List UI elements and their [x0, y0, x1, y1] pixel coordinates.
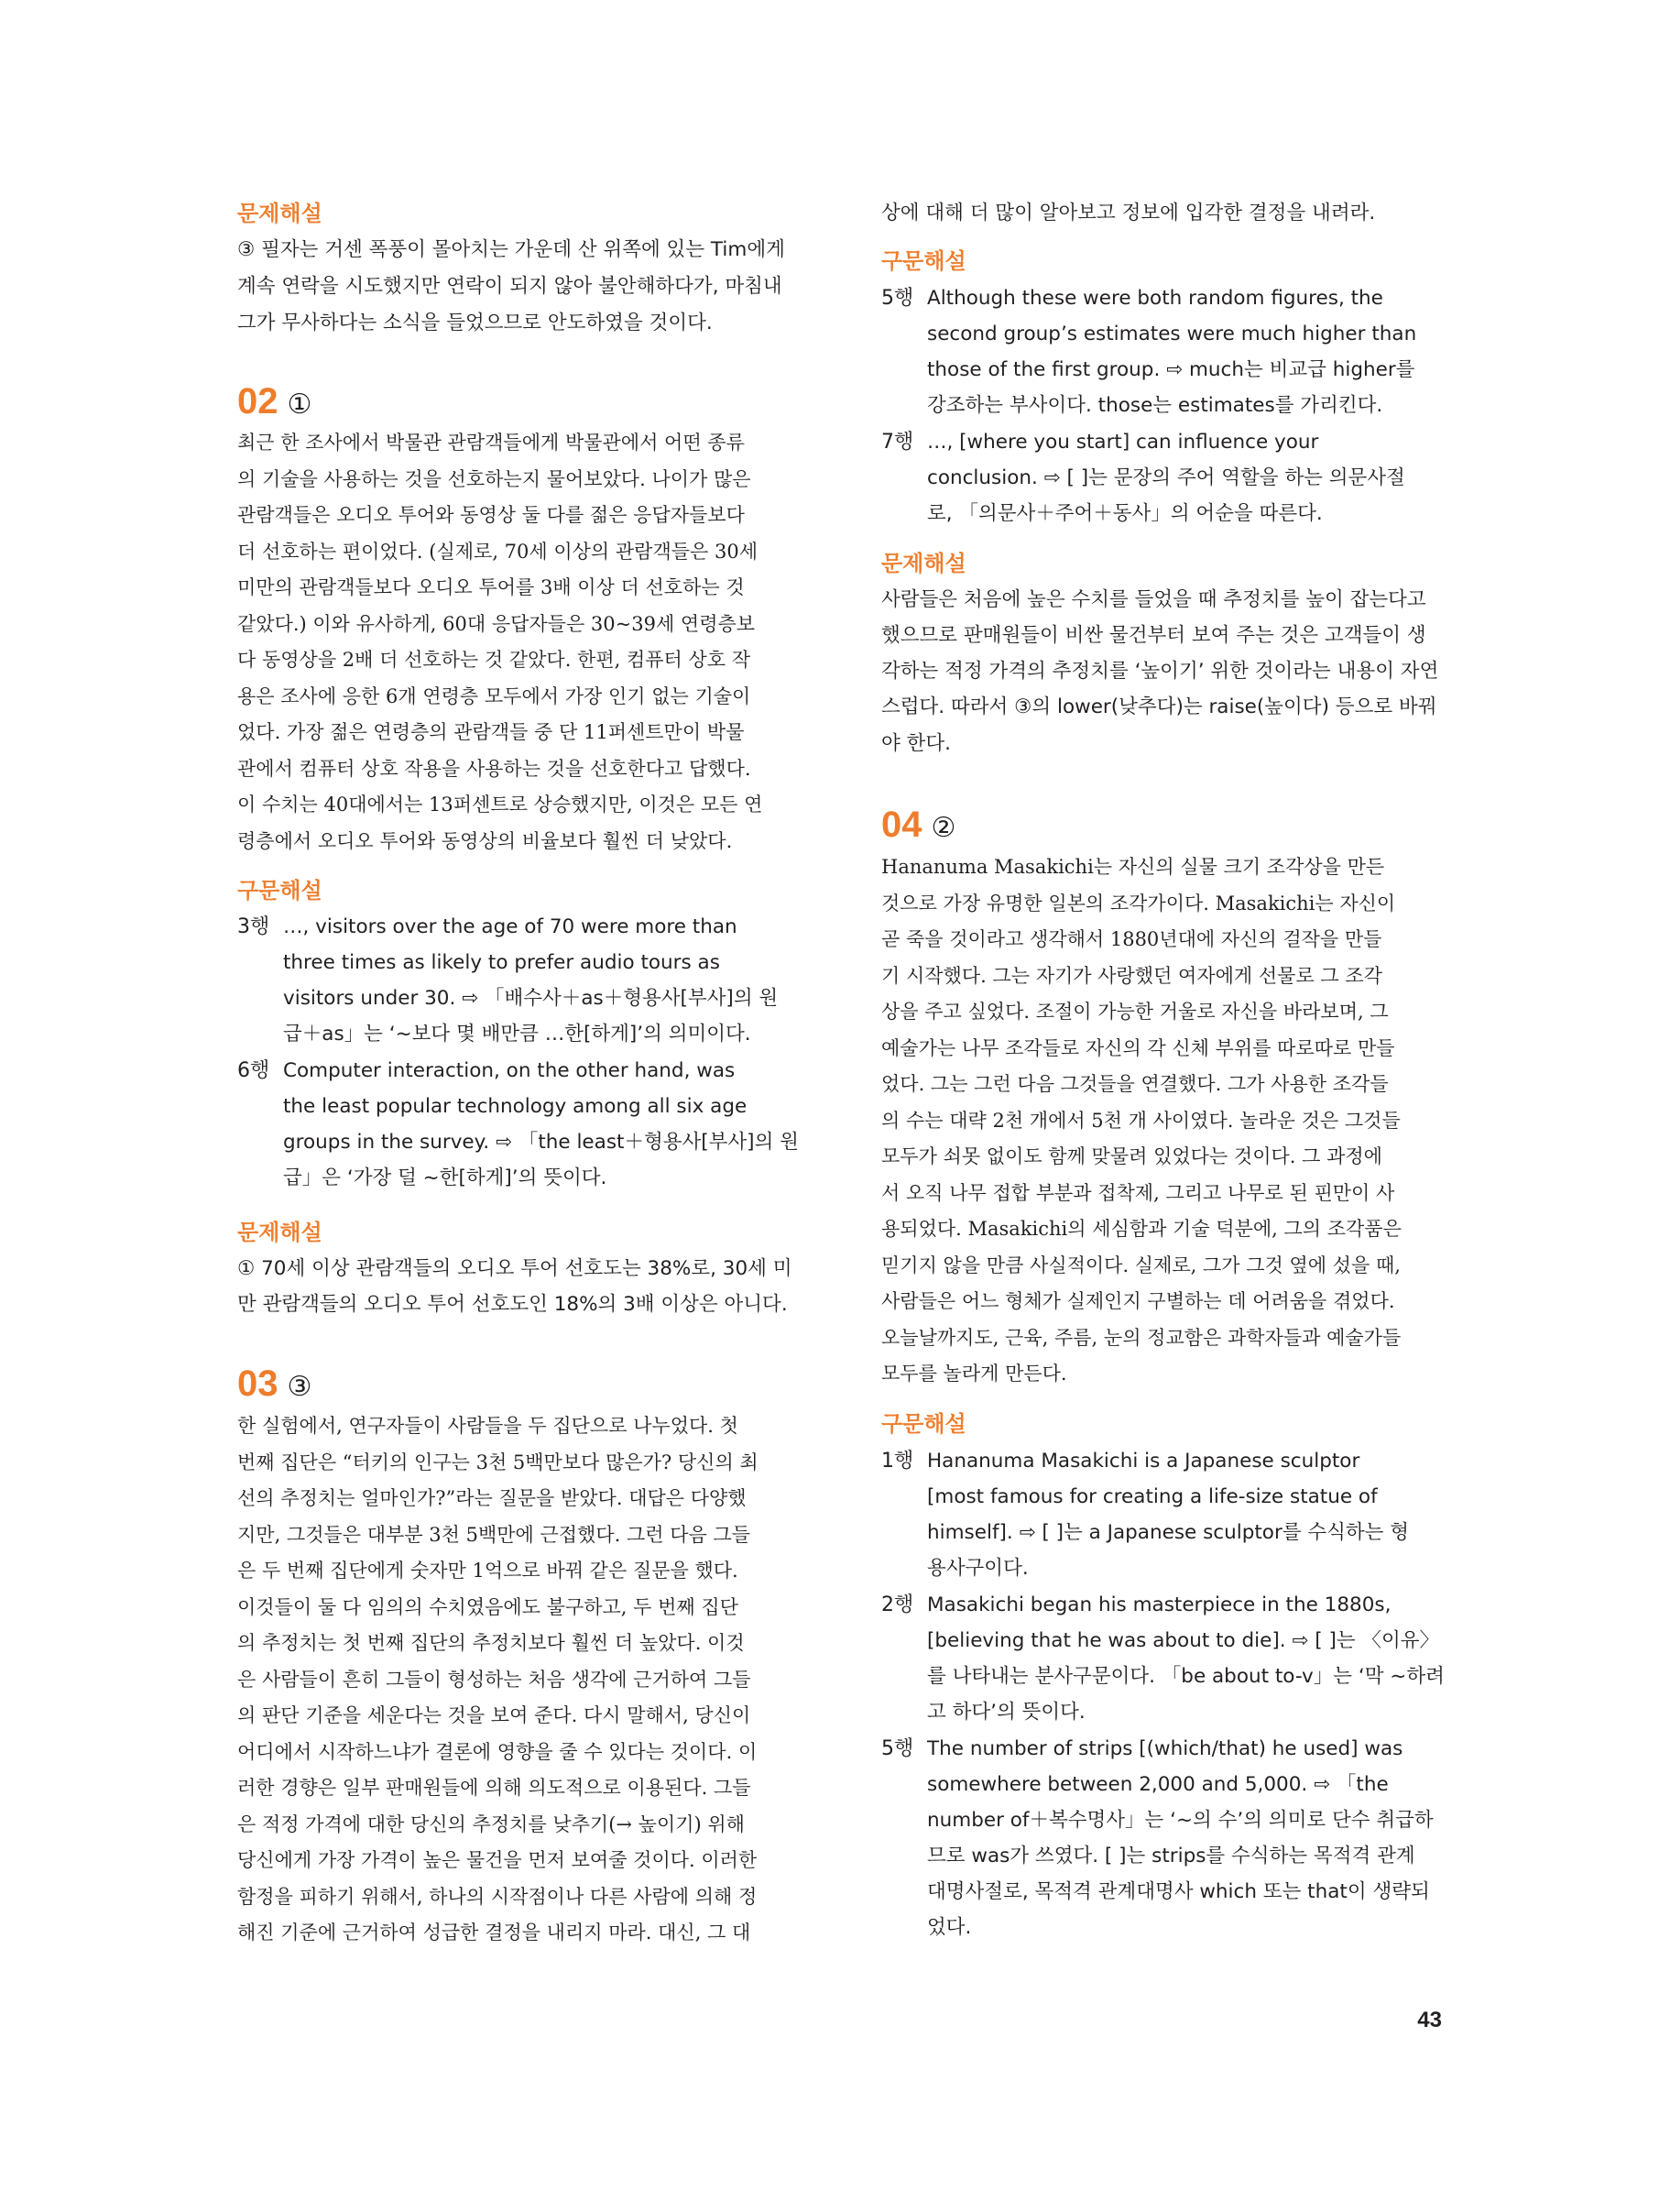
question-answer: ③ [287, 1372, 312, 1402]
note-line: 로, 「의문사＋주어＋동사」의 어순을 따른다. [927, 502, 1323, 525]
note-line: groups in the survey. ⇨ 「the least＋형용사[부사]의 원 [283, 1131, 799, 1154]
translation-line: 사람들은 어느 형체가 실제인지 구별하는 데 어려움을 겪었다. [881, 1290, 1395, 1312]
explanation-label: 문제해설 [237, 1220, 322, 1245]
note-line: [believing that he was about to die]. ⇨ [ ]는 〈이유〉 [927, 1629, 1440, 1652]
note-line: second group’s estimates were much higher than [927, 323, 1417, 345]
explanation-line: 야 한다. [881, 732, 951, 755]
translation-line: 지만, 그것들은 대부분 3천 5백만에 근접했다. 그런 다음 그들 [237, 1524, 751, 1546]
translation-line: 이것들이 둘 다 임의의 수치였음에도 불구하고, 두 번째 집단 [237, 1596, 738, 1618]
translation-line: 곧 죽을 것이라고 생각해서 1880년대에 자신의 걸작을 만들 [881, 928, 1382, 950]
translation-line: 번째 집단은 “터키의 인구는 3천 5백만보다 많은가? 당신의 최 [237, 1451, 759, 1473]
note-line: visitors under 30. ⇨ 「배수사＋as＋형용사[부사]의 원 [283, 987, 779, 1010]
translation-line: 어디에서 시작하느냐가 결론에 영향을 줄 수 있다는 것이다. 이 [237, 1741, 758, 1763]
translation-line: 용되었다. Masakichi의 세심함과 기술 덕분에, 그의 조각품은 [881, 1218, 1402, 1240]
translation-line: 최근 한 조사에서 박물관 관람객들에게 박물관에서 어떤 종류 [237, 432, 745, 454]
explanation-line: 만 관람객들의 오디오 투어 선호도인 18%의 3배 이상은 아니다. [237, 1293, 788, 1316]
note-line: 었다. [927, 1916, 972, 1939]
question-number: 04 [881, 805, 922, 845]
translation-line: 러한 경향은 일부 판매원들에 의해 의도적으로 이용된다. 그들 [237, 1777, 751, 1799]
translation-line: 의 수는 대략 2천 개에서 5천 개 사이였다. 놀라운 것은 그것들 [881, 1110, 1401, 1132]
translation-line: 령층에서 오디오 투어와 동영상의 비율보다 훨씬 더 낮았다. [237, 830, 733, 852]
explanation-line: ③ 필자는 거센 폭풍이 몰아치는 가운데 산 위쪽에 있는 Tim에게 [237, 238, 785, 261]
note-line: 용사구이다. [927, 1557, 1029, 1580]
translation-line: 관람객들은 오디오 투어와 동영상 둘 다를 젊은 응답자들보다 [237, 504, 745, 526]
explanation-line: 사람들은 처음에 높은 수치를 들었을 때 추정치를 높이 잡는다고 [881, 588, 1426, 611]
explanation-line: 계속 연락을 시도했지만 연락이 되지 않아 불안해하다가, 마침내 [237, 275, 782, 298]
syntax-label: 구문해설 [881, 248, 966, 274]
note-line: Hananuma Masakichi is a Japanese sculptor [927, 1450, 1360, 1473]
question-answer: ② [931, 813, 956, 843]
note-line: 고 하다’의 뜻이다. [927, 1701, 1086, 1724]
explanation-line: 그가 무사하다는 소식을 들었으므로 안도하였을 것이다. [237, 312, 713, 334]
explanation-line: 했으므로 판매원들이 비싼 물건부터 보여 주는 것은 고객들이 생 [881, 624, 1426, 647]
line-number: 5행 [881, 287, 914, 310]
translation-line: 모두가 쇠못 없이도 함께 맞물려 있었다는 것이다. 그 과정에 [881, 1145, 1382, 1167]
translation-line: 기 시작했다. 그는 자기가 사랑했던 여자에게 선물로 그 조각 [881, 965, 1382, 987]
translation-line: Hananuma Masakichi는 자신의 실물 크기 조각상을 만든 [881, 856, 1385, 878]
translation-line: 은 두 번째 집단에게 숫자만 1억으로 바꿔 같은 질문을 했다. [237, 1560, 738, 1582]
translation-line: 었다. 가장 젊은 연령층의 관람객들 중 단 11퍼센트만이 박물 [237, 721, 745, 743]
note-line: conclusion. ⇨ [ ]는 문장의 주어 역할을 하는 의문사절 [927, 466, 1405, 489]
question-heading-04 [881, 805, 955, 849]
translation-line: 었다. 그는 그런 다음 그것들을 연결했다. 그가 사용한 조각들 [881, 1073, 1389, 1095]
note-line: number of＋복수명사」는 ‘~의 수’의 의미로 단수 취급하 [927, 1809, 1434, 1832]
translation-line: 오늘날까지도, 근육, 주름, 눈의 정교함은 과학자들과 예술가들 [881, 1327, 1402, 1349]
page-number: 43 [1417, 2008, 1442, 2032]
translation-line: 서 오직 나무 접합 부분과 접착제, 그리고 나무로 된 핀만이 사 [881, 1182, 1395, 1204]
note-line: The number of strips [(which/that) he used] was [927, 1737, 1403, 1760]
explanation-label: 문제해설 [881, 551, 966, 576]
question-answer: ① [287, 389, 312, 420]
line-number: 5행 [881, 1737, 914, 1760]
translation-line: 관에서 컴퓨터 상호 작용을 사용하는 것을 선호한다고 답했다. [237, 758, 751, 780]
translation-line: 미만의 관람객들보다 오디오 투어를 3배 이상 더 선호하는 것 [237, 576, 745, 598]
note-line: Computer interaction, on the other hand, was [283, 1059, 736, 1082]
translation-line: 모두를 놀라게 만든다. [881, 1363, 1067, 1385]
line-number: 2행 [881, 1593, 914, 1616]
translation-line: 당신에게 가장 가격이 높은 물건을 먼저 보여줄 것이다. 이러한 [237, 1849, 758, 1871]
note-line: [most famous for creating a life-size statue of [927, 1485, 1378, 1508]
translation-line: 다 동영상을 2배 더 선호하는 것 같았다. 한편, 컴퓨터 상호 작 [237, 649, 751, 671]
translation-line: 것으로 가장 유명한 일본의 조각가이다. Masakichi는 자신이 [881, 892, 1396, 914]
question-heading-02 [237, 381, 311, 425]
translation-line: 믿기지 않을 만큼 사실적이다. 실제로, 그가 그것 옆에 섰을 때, [881, 1254, 1401, 1276]
line-number: 3행 [237, 915, 270, 938]
line-number: 6행 [237, 1059, 270, 1082]
translation-line: 더 선호하는 편이었다. (실제로, 70세 이상의 관람객들은 30세 [237, 541, 759, 563]
line-number: 1행 [881, 1450, 914, 1473]
note-line: somewhere between 2,000 and 5,000. ⇨ 「the [927, 1773, 1389, 1796]
translation-line: 함정을 피하기 위해서, 하나의 시작점이나 다른 사람에 의해 정 [237, 1886, 758, 1908]
note-line: 대명사절로, 목적격 관계대명사 which 또는 that이 생략되 [927, 1880, 1430, 1903]
note-line: …, visitors over the age of 70 were more than [283, 915, 737, 938]
translation-line: 용은 조사에 응한 6개 연령층 모두에서 가장 인기 없는 기술이 [237, 685, 751, 707]
translation-line: 은 적정 가격에 대한 당신의 추정치를 낮추기(→ 높이기) 위해 [237, 1813, 745, 1835]
translation-line: 이 수치는 40대에서는 13퍼센트로 상승했지만, 이것은 모든 연 [237, 794, 763, 816]
syntax-label: 구문해설 [881, 1411, 966, 1437]
note-line: Masakichi began his masterpiece in the 1880s, [927, 1593, 1392, 1616]
translation-continued-line: 상에 대해 더 많이 알아보고 정보에 입각한 결정을 내려라. [881, 202, 1376, 224]
note-line: …, [where you start] can influence your [927, 431, 1319, 454]
translation-line: 한 실험에서, 연구자들이 사람들을 두 집단으로 나누었다. 첫 [237, 1415, 738, 1437]
translation-line: 의 판단 기준을 세운다는 것을 보여 준다. 다시 말해서, 당신이 [237, 1704, 751, 1726]
note-line: those of the first group. ⇨ much는 비교급 higher를 [927, 358, 1415, 381]
translation-line: 은 사람들이 흔히 그들이 형성하는 처음 생각에 근거하여 그들 [237, 1669, 751, 1691]
translation-line: 상을 주고 싶었다. 조절이 가능한 거울로 자신을 바라보며, 그 [881, 1001, 1389, 1023]
note-line: Although these were both random figures, the [927, 287, 1383, 310]
translation-line: 선의 추정치는 얼마인가?”라는 질문을 받았다. 대답은 다양했 [237, 1487, 747, 1509]
translation-line: 예술가는 나무 조각들로 자신의 각 신체 부위를 따로따로 만들 [881, 1037, 1395, 1059]
translation-line: 의 추정치는 첫 번째 집단의 추정치보다 훨씬 더 높았다. 이것 [237, 1632, 745, 1654]
note-line: 급＋as」는 ‘~보다 몇 배만큼 …한[하게]’의 의미이다. [283, 1023, 751, 1046]
note-line: 강조하는 부사이다. those는 estimates를 가리킨다. [927, 394, 1383, 417]
translation-line: 같았다.) 이와 유사하게, 60대 응답자들은 30~39세 연령층보 [237, 613, 756, 635]
explanation-line: 각하는 적정 가격의 추정치를 ‘높이기’ 위한 것이라는 내용이 자연 [881, 660, 1439, 683]
note-line: 를 나타내는 분사구문이다. 「be about to-v」는 ‘막 ~하려 [927, 1665, 1445, 1688]
note-line: himself]. ⇨ [ ]는 a Japanese sculptor를 수식하는 형 [927, 1521, 1410, 1544]
note-line: the least popular technology among all six age [283, 1095, 748, 1118]
explanation-line: ① 70세 이상 관람객들의 오디오 투어 선호도는 38%로, 30세 미 [237, 1257, 792, 1280]
note-line: 므로 was가 쓰였다. [ ]는 strips를 수식하는 목적격 관계 [927, 1845, 1415, 1867]
question-heading-03 [237, 1363, 311, 1407]
explanation-label: 문제해설 [237, 201, 322, 226]
syntax-label: 구문해설 [237, 878, 322, 903]
explanation-line: 스럽다. 따라서 ③의 lower(낮추다)는 raise(높이다) 등으로 바꿔 [881, 695, 1437, 718]
translation-line: 해진 기준에 근거하여 성급한 결정을 내리지 마라. 대신, 그 대 [237, 1922, 751, 1944]
note-line: 급」은 ‘가장 덜 ~한[하게]’의 뜻이다. [283, 1166, 607, 1189]
question-number: 02 [237, 381, 278, 422]
question-number: 03 [237, 1363, 278, 1404]
note-line: three times as likely to prefer audio tours as [283, 951, 720, 974]
translation-line: 의 기술을 사용하는 것을 선호하는지 물어보았다. 나이가 많은 [237, 468, 751, 490]
line-number: 7행 [881, 431, 914, 454]
